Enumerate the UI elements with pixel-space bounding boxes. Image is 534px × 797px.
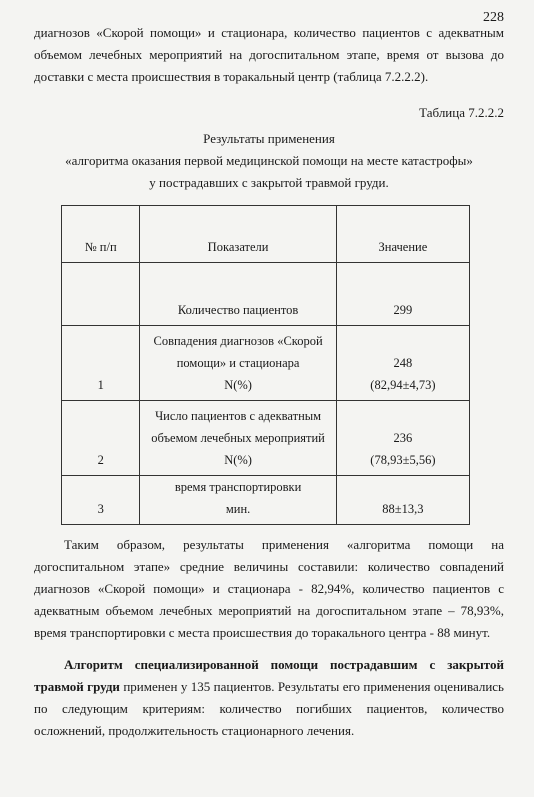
indicator-line: мин. bbox=[225, 502, 251, 516]
value-line: (78,93±5,56) bbox=[370, 453, 436, 467]
value-line: 88±13,3 bbox=[382, 502, 424, 516]
table-row bbox=[62, 476, 470, 525]
table-header-row bbox=[62, 206, 470, 263]
row-number bbox=[62, 263, 140, 326]
row-number: 2 bbox=[62, 401, 140, 476]
header-indicator: Показатели bbox=[140, 206, 336, 263]
caption-line: у пострадавших с закрытой травмой груди. bbox=[149, 175, 389, 190]
row-indicator bbox=[140, 476, 336, 525]
indicator-line: Количество пациентов bbox=[177, 303, 299, 317]
row-value bbox=[336, 401, 469, 476]
indicator-line: Число пациентов с адекватным bbox=[155, 409, 322, 423]
row-indicator bbox=[140, 326, 336, 401]
final-text: применен у 135 пациентов. Результаты его применения оценивались по следующим критериям: количество погибших пациентов, количество осложнений, продолжительность стационарного лечения. bbox=[34, 679, 504, 738]
value-line: 248 bbox=[393, 356, 413, 370]
indicator-line: Совпадения диагнозов «Скорой bbox=[153, 334, 323, 348]
final-paragraph bbox=[34, 654, 504, 742]
indicator-line: помощи» и стационара bbox=[176, 356, 300, 370]
caption-line: «алгоритма оказания первой медицинской помощи на месте катастрофы» bbox=[65, 153, 473, 168]
header-number: № п/п bbox=[62, 206, 140, 263]
row-value bbox=[336, 476, 469, 525]
header-value: Значение bbox=[336, 206, 469, 263]
indicator-line: N(%) bbox=[224, 453, 252, 467]
row-indicator bbox=[140, 401, 336, 476]
row-value bbox=[336, 263, 469, 326]
row-value bbox=[336, 326, 469, 401]
final-bold-text: Алгоритм специализированной помощи пострадавшим с закрытой травмой груди bbox=[34, 657, 504, 694]
indicator-line: N(%) bbox=[224, 378, 252, 392]
table-row bbox=[62, 401, 470, 476]
results-table bbox=[61, 205, 470, 525]
intro-paragraph: диагнозов «Скорой помощи» и стационара, количество пациентов с адекватным объемом лечебных мероприятий на догоспитальном этапе, время от вызова до доставки с места происшествия в торакальный центр (таблица 7.2.2.2). bbox=[34, 25, 504, 84]
table-row bbox=[62, 326, 470, 401]
table-row bbox=[62, 263, 470, 326]
page-number: 228 bbox=[483, 10, 504, 25]
caption-line: Результаты применения bbox=[203, 131, 335, 146]
table-caption bbox=[34, 128, 504, 194]
indicator-line: объемом лечебных мероприятий bbox=[151, 431, 325, 445]
indicator-line: время транспортировки bbox=[174, 480, 302, 494]
value-line: 299 bbox=[393, 303, 413, 317]
table-id: Таблица 7.2.2.2 bbox=[419, 105, 504, 120]
value-line: (82,94±4,73) bbox=[370, 378, 436, 392]
row-number: 3 bbox=[62, 476, 140, 525]
summary-paragraph: Таким образом, результаты применения «алгоритма помощи на догоспитальном этапе» средние величины составили: количество совпадений диагнозов «Скорой помощи» и стационара - 82,94%, количество пациентов с адекватным объемом лечебных мероприятий на догоспитальном этапе – 78,93%, время транспортировки с места происшествия до торакального центра - 88 минут. bbox=[34, 537, 504, 640]
row-number: 1 bbox=[62, 326, 140, 401]
value-line: 236 bbox=[393, 431, 413, 445]
row-indicator bbox=[140, 263, 336, 326]
